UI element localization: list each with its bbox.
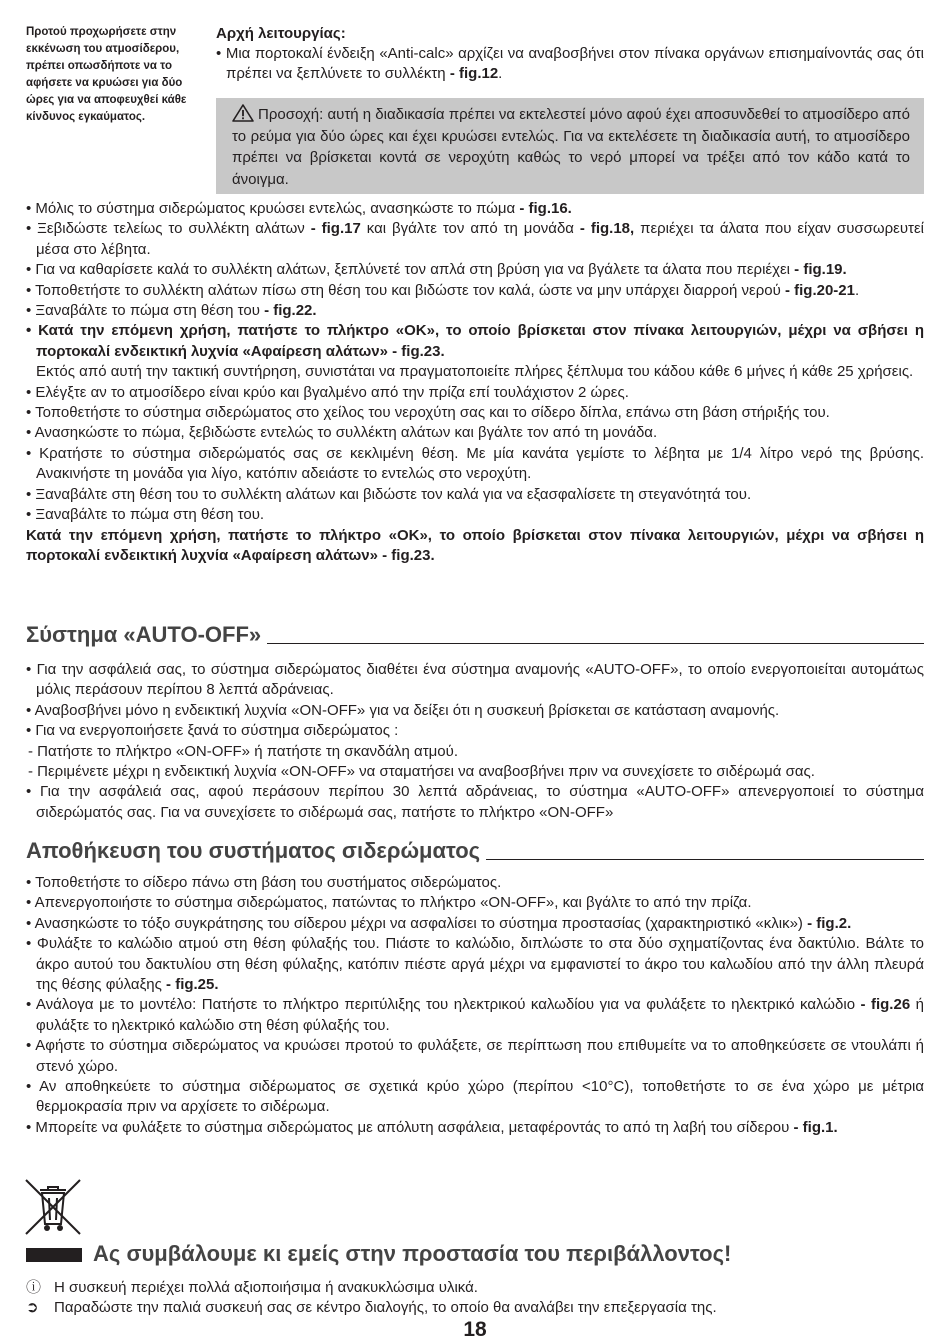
step: • Τοποθετήστε το σύστημα σιδερώματος στο χείλος του νεροχύτη σας και το σίδερο δίπλα, επάνω στη βάση στήριξής του.: [26, 404, 830, 422]
heading-rule: [267, 643, 924, 644]
environment-title: Ας συμβάλουμε κι εμείς στην προστασία του περιβάλλοντος!: [93, 1241, 732, 1266]
step: • Τοποθετήστε το συλλέκτη αλάτων πίσω στη θέση του και βιδώστε τον καλά, ώστε να μην υπάρχει διαρροή νερού - fig.20-21.: [26, 281, 860, 299]
environment-text: Η συσκευή περιέχει πολλά αξιοποιήσιμα ή ανακυκλώσιμα υλικά.: [54, 1279, 478, 1296]
environment-text: Παραδώστε την παλιά συσκευή σας σε κέντρο διαλογής, το οποίο θα αναλάβει την επεξεργασία της.: [54, 1299, 717, 1316]
descaling-steps: [26, 199, 924, 566]
crossed-out-bin-icon: [22, 1176, 84, 1238]
paragraph: • Αναβοσβήνει μόνο η ενδεικτική λυχνία «ON-OFF» για να δείξει ότι η συσκευή βρίσκεται σε κατάσταση αναμονής.: [26, 701, 780, 719]
page-number: 18: [463, 1318, 487, 1341]
step: • Ανασηκώστε το πώμα, ξεβιδώστε εντελώς το συλλέκτη αλάτων και βγάλτε τον από τη μονάδα.: [26, 424, 658, 442]
auto-off-heading: [26, 618, 924, 648]
warning-box: [216, 98, 924, 194]
paragraph: • Αν αποθηκεύετε το σύστημα σιδέρωματος σε σχετικά κρύο χώρο (περίπου <10°C), τοποθετήστε το σε ένα χώρο με μέτρια θερμοκρασία πριν να αρχίσετε το σιδέρωμα.: [26, 1078, 924, 1116]
step: • Για να καθαρίσετε καλά το συλλέκτη αλάτων, ξεπλύνετέ τον απλά στη βρύση για να βγάλετε τα άλατα που περιέχει - fig.19.: [26, 261, 847, 279]
step: • Ελέγξτε αν το ατμοσίδερο είναι κρύο και βγαλμένο από την πρίζα επί τουλάχιστον 2 ώρες.: [26, 383, 629, 401]
environment-line: [26, 1298, 717, 1318]
paragraph: • Για την ασφάλειά σας, το σύστημα σιδερώματος διαθέτει ένα σύστημα αναμονής «AUTO-OFF», το οποίο ενεργοποιείται αυτομάτως μόλις περάσουν περίπου 8 λεπτά αδράνειας.: [26, 661, 924, 699]
anti-calc-indicator-text: • Μια πορτοκαλί ένδειξη «Anti-calc» αρχίζει να αναβοσβήνει στον πίνακα οργάνων επισημαίνοντάς σας ότι πρέπει να ξεπλύνετε το συλλέκτη - fig.12.: [216, 45, 924, 82]
paragraph: • Μπορείτε να φυλάξετε το σύστημα σιδερώματος με απόλυτη ασφάλεια, μεταφέροντάς το από τη λαβή του σίδερου - fig.1.: [26, 1118, 838, 1136]
auto-off-section: [26, 660, 924, 823]
step: • Μόλις το σύστημα σιδερώματος κρυώσει εντελώς, ανασηκώστε το πώμα - fig.16.: [26, 200, 572, 217]
step: • Ξαναβάλτε το πώμα στη θέση του.: [26, 506, 265, 524]
operating-principle-title: Αρχή λειτουργίας:: [216, 25, 346, 42]
storage-section: [26, 873, 924, 1138]
maintenance-note: Εκτός από αυτή την τακτική συντήρηση, συνιστάται να πραγματοποιείτε πλήρες ξέπλυμα του κάδου κάθε 6 μήνες ή κάθε 25 χρήσεις.: [36, 363, 914, 381]
paragraph: • Για την ασφάλειά σας, αφού περάσουν περίπου 30 λεπτά αδράνειας, το σύστημα «AUTO-OFF» απενεργοποιεί το σύστημα σιδερώματός σας. Για να συνεχίσετε το σιδέρωμά σας, πατήστε το πλήκτρο «ON-OFF»: [26, 783, 924, 821]
step: • Ξαναβάλτε στη θέση του το συλλέκτη αλάτων και βιδώστε τον καλά για να εξασφαλίσετε τη στεγανότητά του.: [26, 485, 752, 503]
paragraph: - Περιμένετε μέχρι η ενδεικτική λυχνία «ON-OFF» να σταματήσει να αναβοσβήνει πριν να συνεχίσετε το σιδέρωμά σας.: [28, 763, 815, 781]
fig-ref: - fig.12: [449, 65, 499, 82]
heading-rule: [486, 859, 924, 860]
info-icon: ⓘ: [26, 1279, 42, 1296]
paragraph: • Φυλάξτε το καλώδιο ατμού στη θέση φύλαξής του. Πιάστε το καλώδιο, διπλώστε το στα δύο σχηματίζοντας ένα δακτύλιο. Βάλτε το άκρο αυτού του δακτυλίου στη θέση φύλαξης, κατόπιν πιέστε αργά μέχρι να εμφανιστεί το άκρο του καλωδίου από την άλλη πλευρά της θέσης φύλαξης - fig.25.: [26, 935, 924, 994]
step-bold: • Κατά την επόμενη χρήση, πατήστε το πλήκτρο «OK», το οποίο βρίσκεται στον πίνακα λειτουργιών, μέχρι να σβήσει η πορτοκαλί ενδεικτική λυχνία «Αφαίρεση αλάτων» - fig.23.: [26, 322, 924, 360]
step: • Κρατήστε το σύστημα σιδερώματός σας σε κεκλιμένη θέση. Με μία κανάτα γεμίστε το λέβητα με 1/4 λίτρο νερό της βρύσης. Ανακινήστε τη μονάδα για λίγο, κατόπιν αδειάστε το εντελώς στο νεροχύτη.: [26, 444, 924, 483]
operating-principle-block: [216, 24, 924, 194]
warning-text: Προσοχή: αυτή η διαδικασία πρέπει να εκτελεστεί μόνο αφού έχει αποσυνδεθεί το ατμοσίδερο από το ρεύμα για δύο ώρες και έχει κρυώσει εντελώς. Για να εκτελέσετε τη διαδικασία αυτή, το ατμοσίδερο πρέπει να βρίσκεται κοντά σε νεροχύτη καθώς το νερό μπορεί να τρέξει από τον κάδο κατά το άνοιγμα.: [232, 106, 910, 188]
paragraph: • Τοποθετήστε το σίδερο πάνω στη βάση του συστήματος σιδερώματος.: [26, 874, 502, 891]
section-title: Σύστημα «AUTO-OFF»: [26, 622, 262, 647]
paragraph: • Για να ενεργοποιήσετε ξανά το σύστημα σιδερώματος :: [26, 722, 399, 740]
paragraph: • Αφήστε το σύστημα σιδερώματος να κρυώσει προτού το φυλάξετε, σε περίπτωση που επιθυμείτε να το αποθηκεύσετε σε ντουλάπι ή στενό χώρο.: [26, 1037, 924, 1075]
step: • Ξαναβάλτε το πώμα στη θέση του - fig.22.: [26, 302, 317, 320]
paragraph: • Απενεργοποιήστε το σύστημα σιδερώματος, πατώντας το πλήκτρο «ON-OFF», και βγάλτε το από την πρίζα.: [26, 894, 752, 912]
storage-heading: [26, 834, 924, 864]
paragraph: • Ανάλογα με το μοντέλο: Πατήστε το πλήκτρο περιτύλιξης του ηλεκτρικού καλωδίου για να φυλάξετε το ηλεκτρικό καλώδιο - fig.26 ή φυλάξτε το ηλεκτρικό καλώδιο στη θέση φύλαξής του.: [26, 996, 924, 1034]
section-title: Αποθήκευση του συστήματος σιδερώματος: [26, 838, 481, 863]
step-bold: Κατά την επόμενη χρήση, πατήστε το πλήκτρο «OK», το οποίο βρίσκεται στον πίνακα λειτουργιών, μέχρι να σβήσει η πορτοκαλί ενδεικτική λυχνία «Αφαίρεση αλάτων» - fig.23.: [26, 526, 924, 564]
environment-bar: [26, 1248, 82, 1262]
paragraph: • Ανασηκώστε το τόξο συγκράτησης του σίδερου μέχρι να ασφαλίσει το σύστημα προστασίας (χαρακτηριστικό «κλικ») - fig.2.: [26, 914, 852, 932]
paragraph: - Πατήστε το πλήκτρο «ON-OFF» ή πατήστε τη σκανδάλη ατμού.: [28, 742, 458, 760]
environment-line: [26, 1278, 478, 1298]
safety-side-note: Προτού προχωρήσετε στην εκκένωση του ατμοσίδερου, πρέπει οπωσδήποτε να το αφήσετε να κρυώσει για δύο ώρες για να αποφευχθεί κάθε κίνδυνος εγκαύματος.: [26, 26, 187, 123]
warning-triangle-icon: [232, 104, 254, 122]
step: • Ξεβιδώστε τελείως το συλλέκτη αλάτων - fig.17 και βγάλτε τον από τη μονάδα - fig.18, περιέχει τα άλατα που είχαν συσσωρευτεί μέσα στο λέβητα.: [26, 220, 924, 258]
arrow-icon: ➲: [26, 1299, 39, 1316]
